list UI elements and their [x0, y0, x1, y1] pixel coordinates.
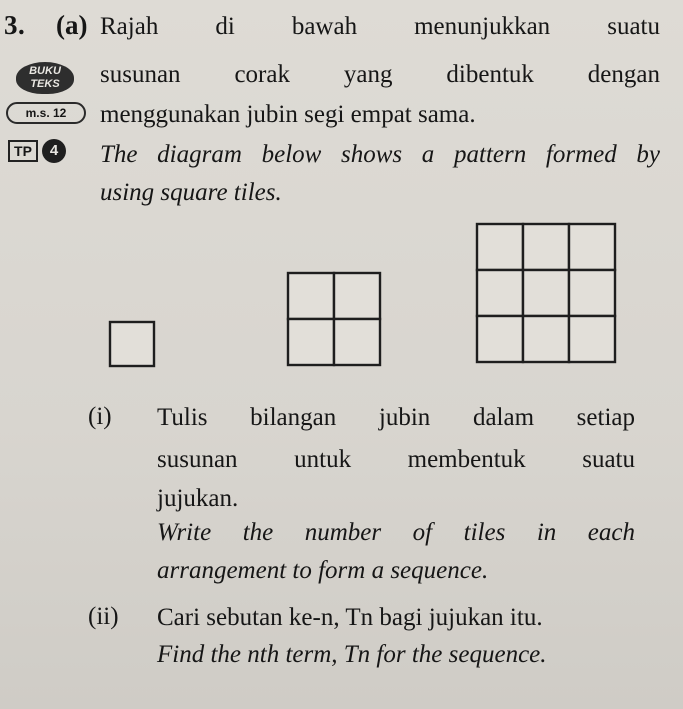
square-tile	[477, 316, 523, 362]
square-tile	[569, 224, 615, 270]
item-i-english-1: Write the number of tiles in each	[157, 519, 635, 546]
item-ii-english: Find the nth term, Tn for the sequence.	[157, 641, 547, 668]
square-tile	[523, 270, 569, 316]
square-tile	[334, 319, 380, 365]
question-number: 3.	[4, 10, 26, 40]
malay-line-3: menggunakan jubin segi empat sama.	[100, 101, 476, 128]
square-tile	[523, 316, 569, 362]
square-tile	[523, 224, 569, 270]
page-reference-badge: m.s. 12	[6, 102, 86, 124]
square-tile	[477, 224, 523, 270]
square-tile	[334, 273, 380, 319]
square-tile	[569, 316, 615, 362]
item-i-english-2: arrangement to form a sequence.	[157, 557, 489, 584]
square-tile	[288, 273, 334, 319]
square-tile	[110, 322, 154, 366]
item-i-malay-2: susunan untuk membentuk suatu	[157, 446, 635, 473]
malay-line-1: Rajah di bawah menunjukkan suatu	[100, 13, 660, 40]
english-line-2: using square tiles.	[100, 179, 282, 206]
square-tile	[569, 270, 615, 316]
item-ii-malay: Cari sebutan ke-n, Tn bagi jujukan itu.	[157, 604, 543, 631]
square-tile	[288, 319, 334, 365]
item-i-label: (i)	[88, 403, 112, 430]
square-tile	[477, 270, 523, 316]
arrangement-3	[477, 224, 615, 362]
question-part: (a)	[56, 10, 88, 40]
malay-line-2: susunan corak yang dibentuk dengan	[100, 61, 660, 88]
tp-badge: TP	[8, 140, 38, 162]
arrangement-1	[110, 322, 154, 366]
buku-teks-badge: BUKU TEKS	[16, 62, 74, 94]
item-i-malay-3: jujukan.	[157, 485, 239, 512]
item-ii-label: (ii)	[88, 603, 119, 630]
english-line-1: The diagram below shows a pattern formed by	[100, 141, 660, 168]
item-i-malay-1: Tulis bilangan jubin dalam setiap	[157, 404, 635, 431]
arrangement-2	[288, 273, 380, 365]
tp-level-badge: 4	[42, 139, 66, 163]
